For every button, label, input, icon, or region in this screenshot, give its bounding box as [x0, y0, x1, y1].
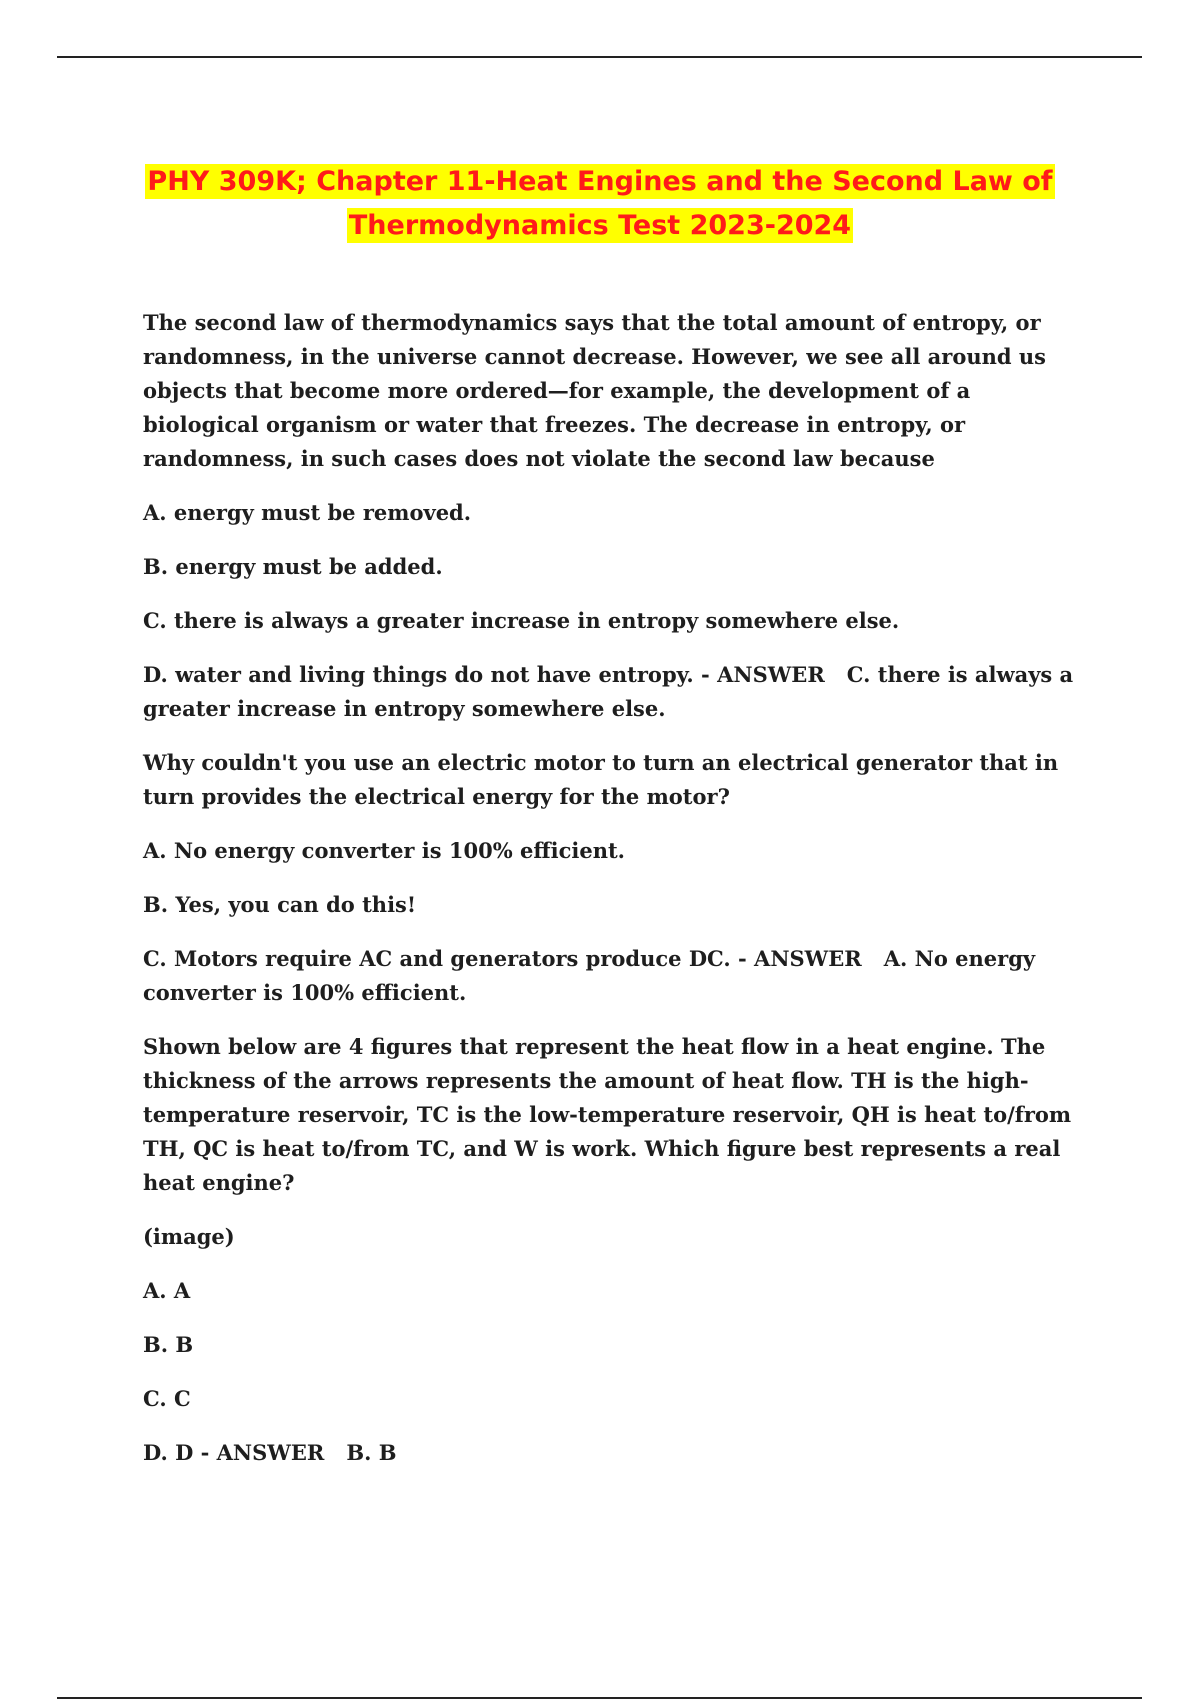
question-stem: Shown below are 4 figures that represent the heat flow in a heat engine. The thickness of the arrows represents the amount of heat flow. TH is the high-temperature reservoir, TC is the low-temperature reservoir, QH is heat to/from TH, QC is heat to/from TC, and W is work. Which figure best represents a real heat engine? [143, 1034, 1072, 1195]
answer-option: C. Motors require AC and generators produce DC. [143, 946, 731, 971]
document-body [143, 306, 1083, 1490]
answer-key: C. there is always a greater increase in entropy somewhere else. [143, 662, 1074, 721]
footer-rule [57, 1697, 1142, 1699]
answer-option: A. energy must be removed. [143, 500, 472, 525]
answer-option-with-key [143, 1436, 1083, 1470]
answer-option-with-key [143, 942, 1083, 1010]
question-stem: Why couldn't you use an electric motor to turn an electrical generator that in turn provides the electrical energy for the motor? [143, 750, 1059, 809]
image-placeholder: (image) [143, 1224, 235, 1249]
answer-option: B. B [143, 1332, 194, 1357]
question-stem: The second law of thermodynamics says that the total amount of entropy, or randomness, in the universe cannot decrease. However, we see all around us objects that become more ordered—for example, the development of a biological organism or water that freezes. The decrease in entropy, or randomness, in such cases does not violate the second law because [143, 310, 1046, 471]
answer-option-with-key [143, 658, 1083, 726]
answer-option: D. D [143, 1440, 194, 1465]
header-rule [57, 56, 1142, 58]
page-title [100, 160, 1100, 248]
answer-marker: - ANSWER [701, 662, 825, 687]
answer-option: A. A [143, 1278, 191, 1303]
answer-marker: - ANSWER [738, 946, 862, 971]
answer-key: A. No energy converter is 100% efficient. [143, 946, 1036, 1005]
answer-option: A. No energy converter is 100% efficient. [143, 838, 625, 863]
answer-option: C. C [143, 1386, 191, 1411]
answer-option: B. Yes, you can do this! [143, 892, 417, 917]
answer-key: B. B [346, 1440, 397, 1465]
answer-option: C. there is always a greater increase in entropy somewhere else. [143, 608, 900, 633]
answer-option: B. energy must be added. [143, 554, 443, 579]
title-highlight: PHY 309K; Chapter 11-Heat Engines and the Second Law of Thermodynamics Test 2023-2024 [147, 166, 1053, 242]
answer-marker: - ANSWER [200, 1440, 325, 1465]
answer-option: D. water and living things do not have entropy. [143, 662, 694, 687]
